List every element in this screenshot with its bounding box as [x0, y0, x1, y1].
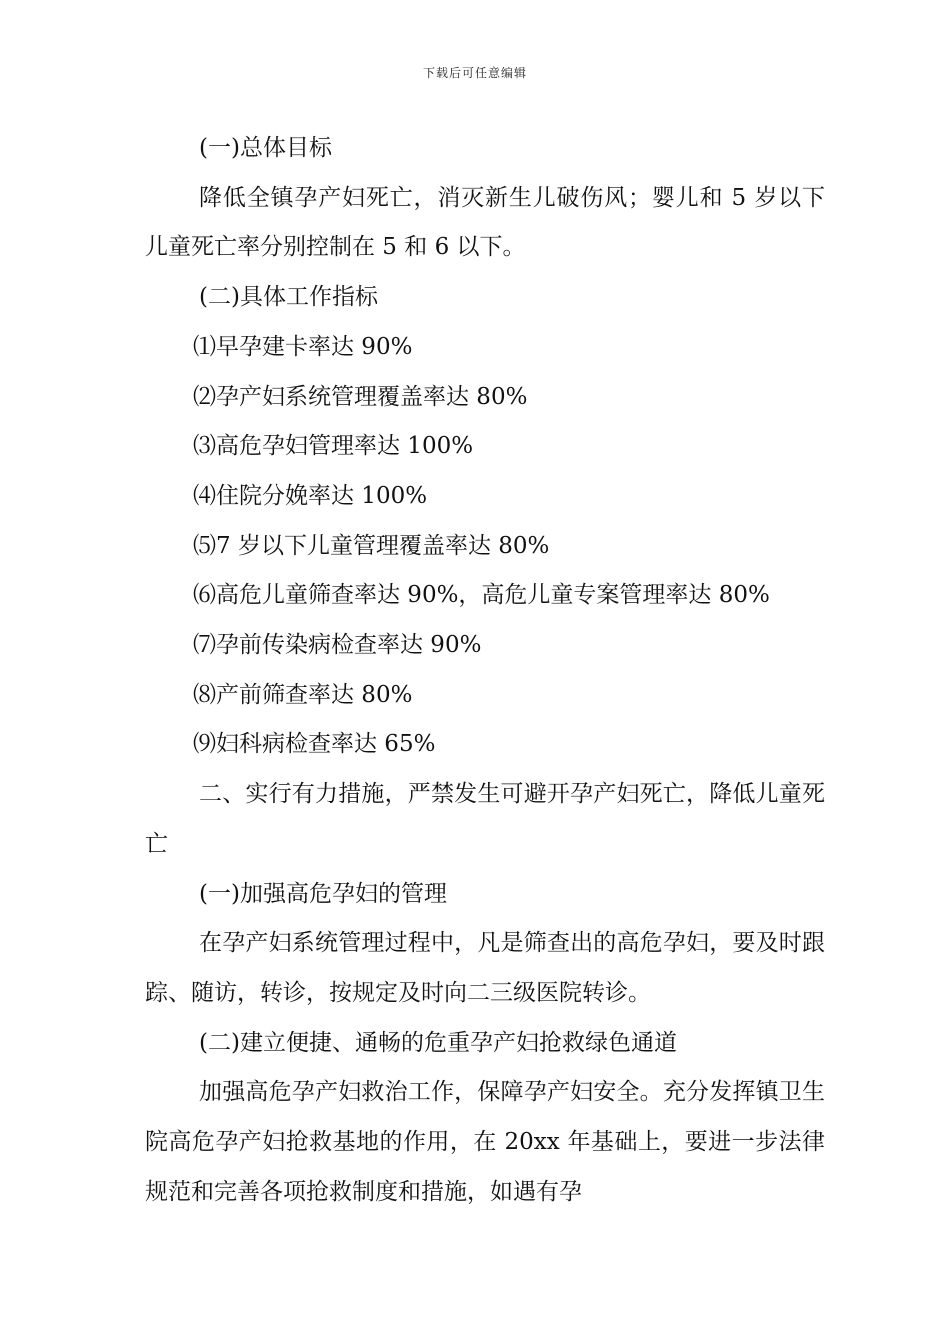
indicator-item: ⑹高危儿童筛查率达 90%，高危儿童专案管理率达 80%	[193, 582, 770, 609]
section-heading-overall-goal: (一)总体目标	[199, 135, 332, 161]
indicator-item: ⑵孕产妇系统管理覆盖率达 80%	[193, 383, 528, 410]
section-heading-indicators: (二)具体工作指标	[199, 284, 378, 311]
subsection-heading-high-risk: (一)加强高危孕妇的管理	[199, 880, 447, 907]
header-note: 下载后可任意编辑	[422, 66, 527, 80]
paragraph-high-risk: 在孕产妇系统管理过程中，凡是筛查出的高危孕妇，要及时跟踪、随访，转诊，按规定及时向二三级医院转诊。	[145, 930, 825, 1006]
indicator-item: ⑶高危孕妇管理率达 100%	[193, 433, 474, 460]
section-heading-measures: 二、实行有力措施，严禁发生可避开孕产妇死亡，降低儿童死亡	[145, 781, 825, 857]
subsection-heading-green-channel: (二)建立便捷、通畅的危重孕产妇抢救绿色通道	[199, 1029, 677, 1056]
indicator-item: ⑺孕前传染病检查率达 90%	[193, 632, 482, 659]
indicator-item: ⑴早孕建卡率达 90%	[193, 333, 413, 360]
paragraph-green-channel: 加强高危孕产妇救治工作，保障孕产妇安全。充分发挥镇卫生院高危孕产妇抢救基地的作用，在 20xx 年基础上，要进一步法律规范和完善各项抢救制度和措施，如遇有孕	[145, 1079, 825, 1205]
paragraph-overall-goal: 降低全镇孕产妇死亡，消灭新生儿破伤风；婴儿和 5 岁以下儿童死亡率分别控制在 5 和 6 以下。	[145, 184, 825, 261]
indicator-item: ⑼妇科病检查率达 65%	[193, 731, 436, 758]
document-body	[145, 124, 825, 1217]
indicator-item: ⑷住院分娩率达 100%	[193, 482, 428, 509]
indicator-item: ⑻产前筛查率达 80%	[193, 681, 413, 708]
indicator-item: ⑸7 岁以下儿童管理覆盖率达 80%	[193, 532, 550, 559]
